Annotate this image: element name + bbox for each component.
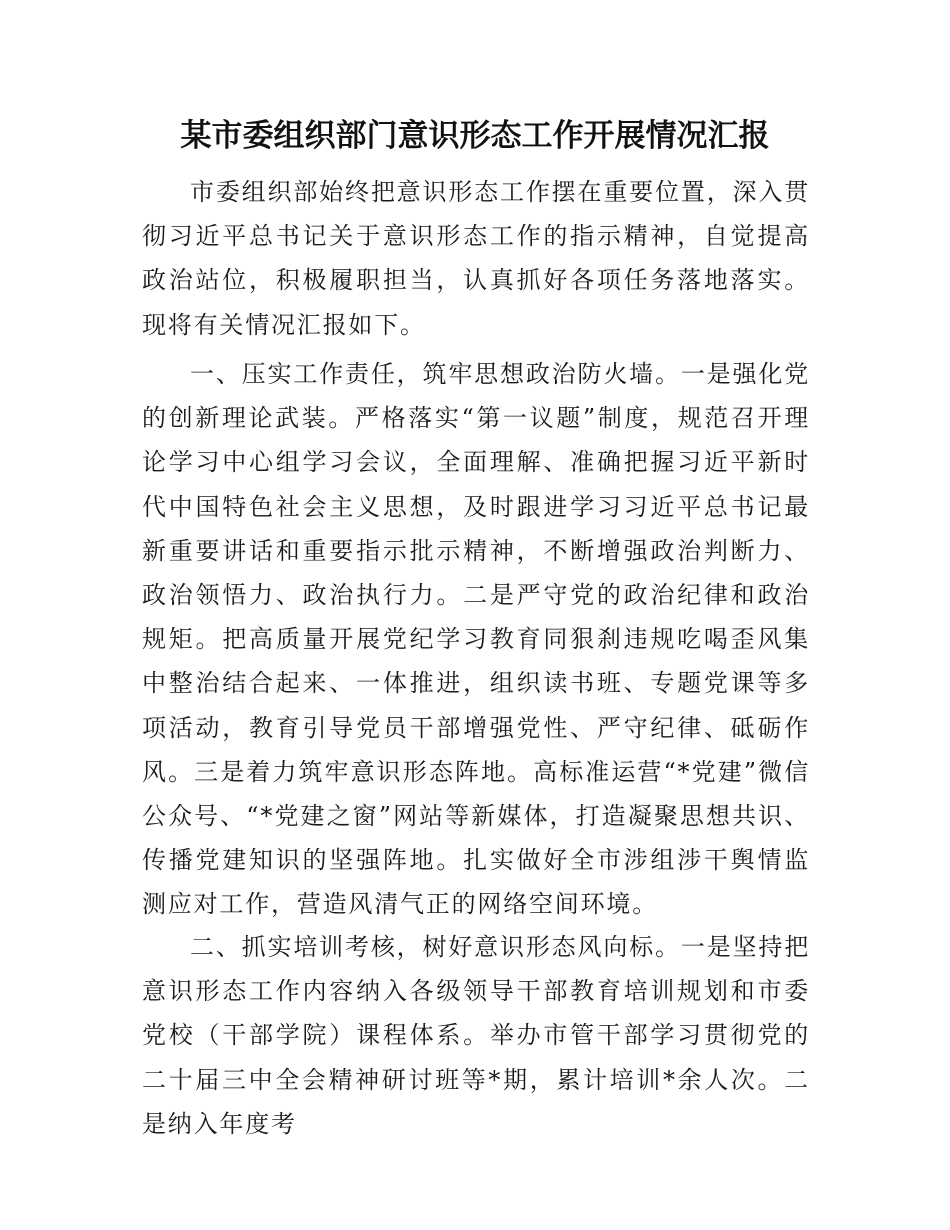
paragraph-intro: 市委组织部始终把意识形态工作摆在重要位置，深入贯彻习近平总书记关于意识形态工作的指示精神，自觉提高政治站位，积极履职担当，认真抓好各项任务落地落实。现将有关情况汇报如下。 <box>142 178 810 339</box>
document-title: 某市委组织部门意识形态工作开展情况汇报 <box>180 118 770 154</box>
paragraph-section-two: 二、抓实培训考核，树好意识形态风向标。一是坚持把意识形态工作内容纳入各级领导干部教育培训规划和市委党校（干部学院）课程体系。举办市管干部学习贯彻党的二十届三中全会精神研讨班等*期，累计培训*余人次。二是纳入年度考 <box>142 933 810 1138</box>
paragraph-section-one: 一、压实工作责任，筑牢思想政治防火墙。一是强化党的创新理论武装。严格落实“第一议题”制度，规范召开理论学习中心组学习会议，全面理解、准确把握习近平新时代中国特色社会主义思想，及时跟进学习习近平总书记最新重要讲话和重要指示批示精神，不断增强政治判断力、政治领悟力、政治执行力。二是严守党的政治纪律和政治规矩。把高质量开展党纪学习教育同狠刹违规吃喝歪风集中整治结合起来、一体推进，组织读书班、专题党课等多项活动，教育引导党员干部增强党性、严守纪律、砥砺作风。三是着力筑牢意识形态阵地。高标准运营“*党建”微信公众号、“*党建之窗”网站等新媒体，打造凝聚思想共识、传播党建知识的坚强阵地。扎实做好全市涉组涉干舆情监测应对工作，营造风清气正的网络空间环境。 <box>142 360 810 919</box>
